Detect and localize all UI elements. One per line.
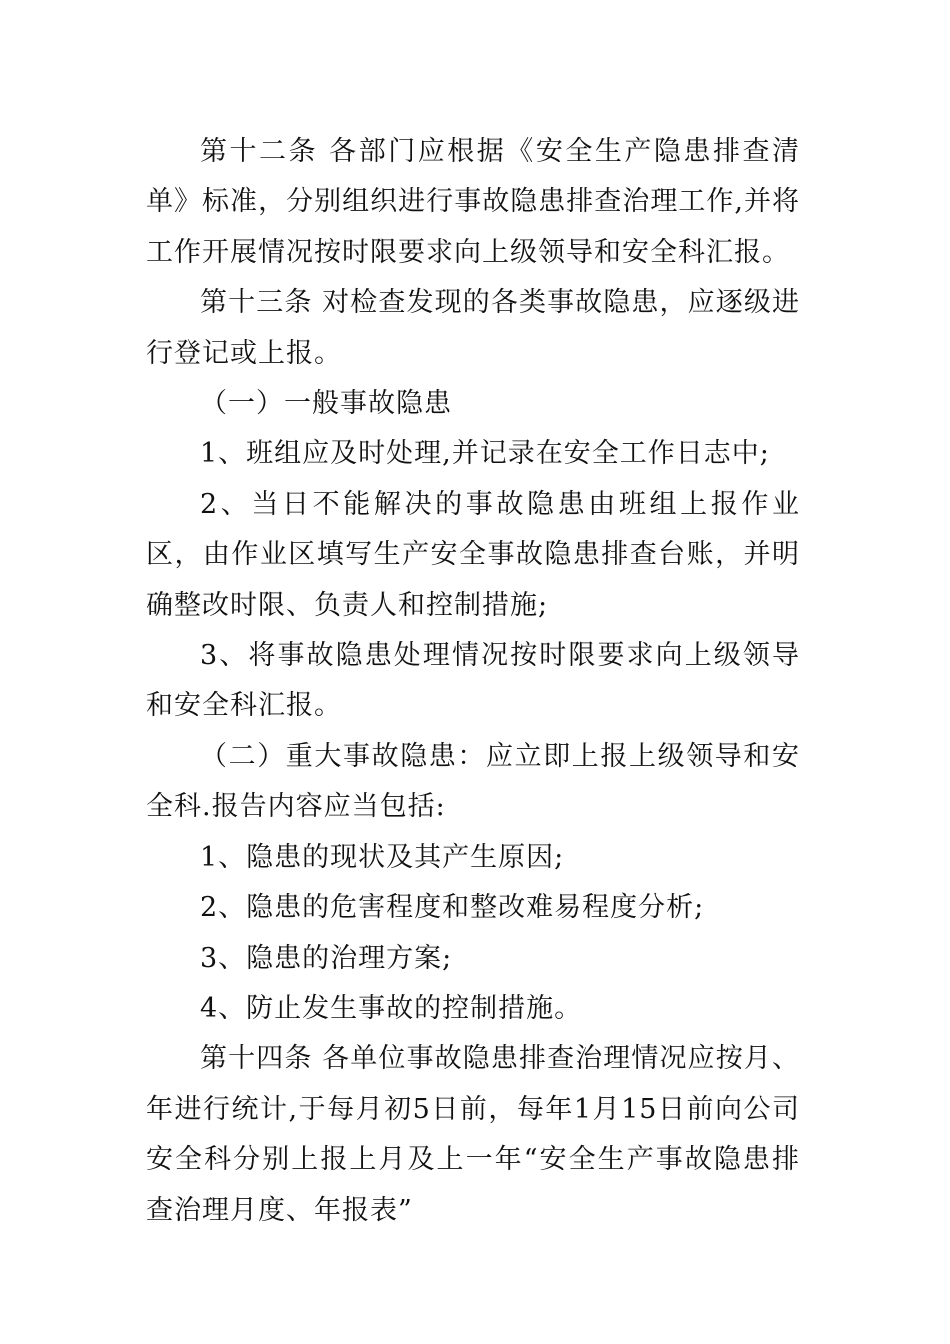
major-hazard-item-4: 4、防止发生事故的控制措施。 [200, 992, 583, 1024]
document-body [146, 127, 800, 1236]
general-hazard-item-1: 1、班组应及时处理,并记录在安全工作日志中; [200, 438, 770, 470]
general-hazard-item-2: 2、当日不能解决的事故隐患由班组上报作业区，由作业区填写生产安全事故隐患排查台账，并明确整改时限、负责人和控制措施; [146, 488, 800, 621]
major-hazard-item-1: 1、隐患的现状及其产生原因; [200, 841, 565, 873]
article-14-paragraph: 第十四条 各单位事故隐患排查治理情况应按月、年进行统计,于每月初5日前，每年1月15日前向公司安全科分别上报上月及上一年“安全生产事故隐患排查治理月度、年报表” [146, 1043, 800, 1226]
article-13-paragraph: 第十三条 对检查发现的各类事故隐患，应逐级进行登记或上报。 [146, 287, 800, 369]
general-hazard-item-3: 3、将事故隐患处理情况按时限要求向上级领导和安全科汇报。 [146, 640, 800, 722]
major-hazard-item-3: 3、隐患的治理方案; [200, 942, 453, 974]
article-12-paragraph: 第十二条 各部门应根据《安全生产隐患排查清单》标准，分别组织进行事故隐患排查治理工作,并将工作开展情况按时限要求向上级领导和安全科汇报。 [146, 136, 800, 268]
major-hazard-item-2: 2、隐患的危害程度和整改难易程度分析; [200, 892, 705, 924]
major-hazard-heading: （二）重大事故隐患：应立即上报上级领导和安全科.报告内容应当包括: [146, 740, 800, 823]
general-hazard-heading: （一）一般事故隐患 [200, 388, 452, 420]
